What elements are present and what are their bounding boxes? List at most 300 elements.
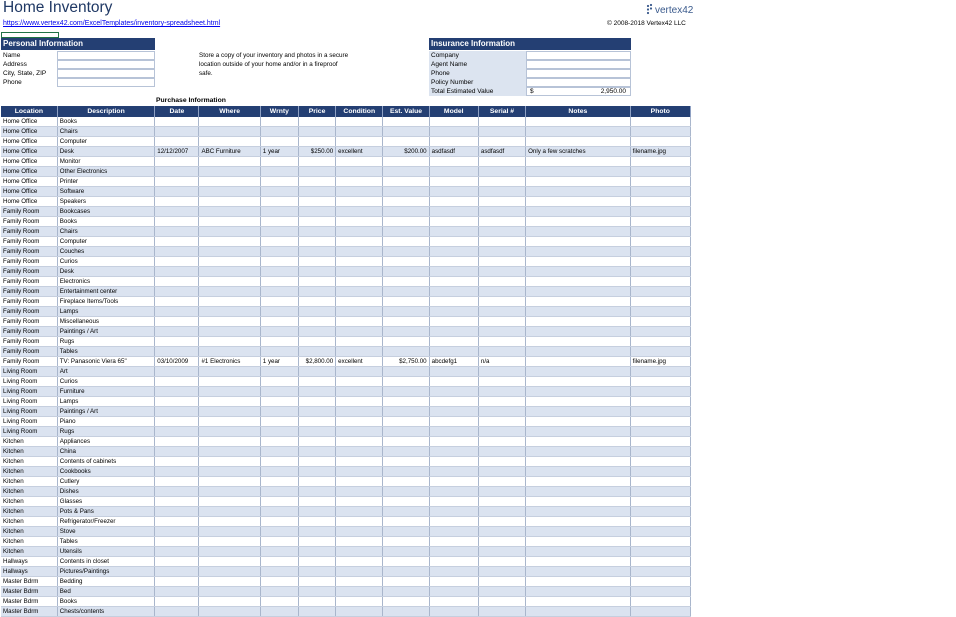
cell-condition[interactable] xyxy=(336,477,383,487)
cell-where[interactable] xyxy=(199,607,260,617)
cell-wrnty[interactable] xyxy=(260,517,298,527)
cell-price[interactable] xyxy=(298,277,335,287)
cell-condition[interactable] xyxy=(336,417,383,427)
cell-location[interactable]: Home Office xyxy=(1,187,57,197)
cell-description[interactable]: Lamps xyxy=(57,307,154,317)
cell-description[interactable]: Tables xyxy=(57,347,154,357)
cell-est-value[interactable] xyxy=(383,257,429,267)
cell-wrnty[interactable] xyxy=(260,587,298,597)
cell-photo[interactable] xyxy=(630,207,690,217)
cell-wrnty[interactable]: 1 year xyxy=(260,357,298,367)
cell-condition[interactable] xyxy=(336,177,383,187)
cell-price[interactable] xyxy=(298,347,335,357)
cell-est-value[interactable] xyxy=(383,517,429,527)
cell-condition[interactable] xyxy=(336,547,383,557)
cell-wrnty[interactable] xyxy=(260,317,298,327)
cell-description[interactable]: Computer xyxy=(57,137,154,147)
cell-where[interactable] xyxy=(199,287,260,297)
cell-date[interactable] xyxy=(155,207,199,217)
cell-model[interactable] xyxy=(429,177,478,187)
cell-photo[interactable] xyxy=(630,137,690,147)
cell-description[interactable]: Electronics xyxy=(57,277,154,287)
cell-where[interactable] xyxy=(199,547,260,557)
cell-model[interactable] xyxy=(429,507,478,517)
cell-where[interactable] xyxy=(199,197,260,207)
cell-condition[interactable] xyxy=(336,217,383,227)
cell-est-value[interactable] xyxy=(383,397,429,407)
cell-photo[interactable] xyxy=(630,577,690,587)
cell-est-value[interactable] xyxy=(383,277,429,287)
cell-where[interactable] xyxy=(199,117,260,127)
cell-model[interactable]: abcdefg1 xyxy=(429,357,478,367)
cell-date[interactable] xyxy=(155,547,199,557)
cell-wrnty[interactable] xyxy=(260,417,298,427)
cell-wrnty[interactable] xyxy=(260,277,298,287)
cell-where[interactable] xyxy=(199,367,260,377)
cell-est-value[interactable] xyxy=(383,597,429,607)
cell-condition[interactable] xyxy=(336,307,383,317)
cell-serial[interactable] xyxy=(478,167,525,177)
cell-photo[interactable] xyxy=(630,607,690,617)
cell-description[interactable]: Art xyxy=(57,367,154,377)
cell-where[interactable] xyxy=(199,557,260,567)
cell-wrnty[interactable] xyxy=(260,287,298,297)
cell-photo[interactable] xyxy=(630,257,690,267)
cell-description[interactable]: Paintings / Art xyxy=(57,327,154,337)
template-link[interactable]: https://www.vertex42.com/ExcelTemplates/inventory-spreadsheet.html xyxy=(3,20,221,27)
cell-serial[interactable] xyxy=(478,387,525,397)
cell-est-value[interactable] xyxy=(383,287,429,297)
cell-price[interactable] xyxy=(298,527,335,537)
cell-location[interactable]: Kitchen xyxy=(1,527,57,537)
cell-model[interactable] xyxy=(429,387,478,397)
cell-model[interactable] xyxy=(429,457,478,467)
cell-model[interactable] xyxy=(429,267,478,277)
cell-serial[interactable] xyxy=(478,477,525,487)
cell-photo[interactable] xyxy=(630,427,690,437)
cell-price[interactable] xyxy=(298,437,335,447)
cell-location[interactable]: Living Room xyxy=(1,427,57,437)
cell-where[interactable] xyxy=(199,387,260,397)
cell-photo[interactable] xyxy=(630,517,690,527)
cell-wrnty[interactable] xyxy=(260,487,298,497)
cell-wrnty[interactable] xyxy=(260,137,298,147)
cell-condition[interactable] xyxy=(336,427,383,437)
cell-notes[interactable] xyxy=(526,557,631,567)
cell-date[interactable] xyxy=(155,277,199,287)
cell-wrnty[interactable] xyxy=(260,437,298,447)
cell-where[interactable] xyxy=(199,267,260,277)
cell-notes[interactable] xyxy=(526,507,631,517)
cell-notes[interactable]: Only a few scratches xyxy=(526,147,631,157)
cell-photo[interactable] xyxy=(630,167,690,177)
cell-photo[interactable] xyxy=(630,537,690,547)
cell-date[interactable] xyxy=(155,427,199,437)
cell-where[interactable] xyxy=(199,497,260,507)
cell-description[interactable]: Chests/contents xyxy=(57,607,154,617)
cell-notes[interactable] xyxy=(526,347,631,357)
cell-model[interactable] xyxy=(429,577,478,587)
cell-notes[interactable] xyxy=(526,297,631,307)
cell-est-value[interactable] xyxy=(383,477,429,487)
cell-model[interactable] xyxy=(429,597,478,607)
cell-description[interactable]: Chairs xyxy=(57,227,154,237)
cell-date[interactable] xyxy=(155,217,199,227)
cell-wrnty[interactable] xyxy=(260,537,298,547)
cell-description[interactable]: Furniture xyxy=(57,387,154,397)
cell-date[interactable] xyxy=(155,397,199,407)
cell-condition[interactable] xyxy=(336,507,383,517)
cell-condition[interactable] xyxy=(336,467,383,477)
cell-notes[interactable] xyxy=(526,237,631,247)
cell-price[interactable]: $250.00 xyxy=(298,147,335,157)
cell-date[interactable] xyxy=(155,527,199,537)
cell-model[interactable] xyxy=(429,537,478,547)
cell-model[interactable] xyxy=(429,397,478,407)
cell-condition[interactable] xyxy=(336,287,383,297)
column-header-notes[interactable]: Notes xyxy=(526,106,631,117)
cell-notes[interactable] xyxy=(526,127,631,137)
cell-location[interactable]: Living Room xyxy=(1,367,57,377)
cell-photo[interactable] xyxy=(630,597,690,607)
cell-location[interactable]: Kitchen xyxy=(1,467,57,477)
cell-date[interactable] xyxy=(155,347,199,357)
cell-serial[interactable] xyxy=(478,177,525,187)
cell-condition[interactable] xyxy=(336,577,383,587)
cell-price[interactable] xyxy=(298,337,335,347)
cell-description[interactable]: Curios xyxy=(57,377,154,387)
cell-date[interactable] xyxy=(155,367,199,377)
cell-notes[interactable] xyxy=(526,187,631,197)
cell-price[interactable] xyxy=(298,557,335,567)
address-input[interactable] xyxy=(57,60,155,69)
cell-location[interactable]: Family Room xyxy=(1,327,57,337)
cell-photo[interactable] xyxy=(630,227,690,237)
cell-est-value[interactable] xyxy=(383,177,429,187)
cell-where[interactable]: ABC Furniture xyxy=(199,147,260,157)
cell-location[interactable]: Living Room xyxy=(1,377,57,387)
cell-price[interactable] xyxy=(298,227,335,237)
cell-est-value[interactable] xyxy=(383,167,429,177)
cell-location[interactable]: Family Room xyxy=(1,317,57,327)
cell-est-value[interactable] xyxy=(383,247,429,257)
cell-location[interactable]: Family Room xyxy=(1,257,57,267)
cell-where[interactable] xyxy=(199,137,260,147)
cell-condition[interactable] xyxy=(336,447,383,457)
cell-date[interactable] xyxy=(155,307,199,317)
cell-model[interactable] xyxy=(429,377,478,387)
cell-notes[interactable] xyxy=(526,137,631,147)
cell-condition[interactable] xyxy=(336,237,383,247)
cell-date[interactable] xyxy=(155,567,199,577)
cell-model[interactable] xyxy=(429,437,478,447)
cell-wrnty[interactable] xyxy=(260,247,298,257)
cell-location[interactable]: Home Office xyxy=(1,147,57,157)
cell-est-value[interactable] xyxy=(383,587,429,597)
cell-notes[interactable] xyxy=(526,287,631,297)
cell-est-value[interactable] xyxy=(383,187,429,197)
cell-price[interactable] xyxy=(298,407,335,417)
cell-description[interactable]: Miscellaneous xyxy=(57,317,154,327)
cell-where[interactable] xyxy=(199,447,260,457)
cell-wrnty[interactable] xyxy=(260,457,298,467)
cell-price[interactable] xyxy=(298,537,335,547)
cell-condition[interactable] xyxy=(336,527,383,537)
cell-notes[interactable] xyxy=(526,197,631,207)
cell-where[interactable] xyxy=(199,317,260,327)
cell-date[interactable] xyxy=(155,587,199,597)
agent-name-input[interactable] xyxy=(526,60,631,69)
cell-condition[interactable] xyxy=(336,387,383,397)
cell-location[interactable]: Family Room xyxy=(1,357,57,367)
cell-description[interactable]: Desk xyxy=(57,147,154,157)
cell-date[interactable] xyxy=(155,417,199,427)
cell-serial[interactable] xyxy=(478,207,525,217)
cell-price[interactable] xyxy=(298,317,335,327)
cell-date[interactable] xyxy=(155,597,199,607)
cell-date[interactable] xyxy=(155,517,199,527)
cell-est-value[interactable] xyxy=(383,267,429,277)
cell-photo[interactable] xyxy=(630,407,690,417)
cell-condition[interactable] xyxy=(336,517,383,527)
cell-model[interactable] xyxy=(429,337,478,347)
cell-location[interactable]: Kitchen xyxy=(1,547,57,557)
cell-location[interactable]: Home Office xyxy=(1,197,57,207)
cell-condition[interactable] xyxy=(336,607,383,617)
cell-model[interactable] xyxy=(429,467,478,477)
cell-description[interactable]: Books xyxy=(57,117,154,127)
cell-notes[interactable] xyxy=(526,457,631,467)
cell-price[interactable] xyxy=(298,197,335,207)
cell-notes[interactable] xyxy=(526,597,631,607)
cell-model[interactable] xyxy=(429,607,478,617)
cell-model[interactable] xyxy=(429,427,478,437)
column-header-photo[interactable]: Photo xyxy=(630,106,690,117)
cell-model[interactable] xyxy=(429,327,478,337)
cell-model[interactable] xyxy=(429,447,478,457)
cell-description[interactable]: Bookcases xyxy=(57,207,154,217)
cell-price[interactable] xyxy=(298,287,335,297)
cell-price[interactable] xyxy=(298,187,335,197)
cell-date[interactable] xyxy=(155,577,199,587)
cell-wrnty[interactable] xyxy=(260,267,298,277)
cell-serial[interactable] xyxy=(478,277,525,287)
city-state-zip-input[interactable] xyxy=(57,69,155,78)
cell-est-value[interactable] xyxy=(383,467,429,477)
cell-photo[interactable] xyxy=(630,477,690,487)
cell-notes[interactable] xyxy=(526,477,631,487)
cell-serial[interactable] xyxy=(478,297,525,307)
cell-description[interactable]: Computer xyxy=(57,237,154,247)
cell-est-value[interactable] xyxy=(383,367,429,377)
cell-est-value[interactable] xyxy=(383,457,429,467)
cell-price[interactable] xyxy=(298,417,335,427)
cell-est-value[interactable] xyxy=(383,217,429,227)
cell-notes[interactable] xyxy=(526,177,631,187)
cell-description[interactable]: Books xyxy=(57,597,154,607)
cell-description[interactable]: Bed xyxy=(57,587,154,597)
cell-condition[interactable]: excellent xyxy=(336,357,383,367)
cell-wrnty[interactable] xyxy=(260,467,298,477)
cell-wrnty[interactable] xyxy=(260,447,298,457)
name-input[interactable] xyxy=(57,51,155,60)
cell-location[interactable]: Master Bdrm xyxy=(1,587,57,597)
cell-description[interactable]: Lamps xyxy=(57,397,154,407)
cell-est-value[interactable] xyxy=(383,377,429,387)
cell-date[interactable] xyxy=(155,177,199,187)
cell-notes[interactable] xyxy=(526,517,631,527)
cell-location[interactable]: Home Office xyxy=(1,127,57,137)
cell-price[interactable] xyxy=(298,157,335,167)
cell-date[interactable] xyxy=(155,557,199,567)
cell-serial[interactable] xyxy=(478,587,525,597)
cell-model[interactable] xyxy=(429,127,478,137)
cell-location[interactable]: Home Office xyxy=(1,137,57,147)
cell-notes[interactable] xyxy=(526,587,631,597)
cell-serial[interactable] xyxy=(478,117,525,127)
cell-date[interactable] xyxy=(155,287,199,297)
cell-where[interactable] xyxy=(199,537,260,547)
cell-date[interactable]: 03/10/2009 xyxy=(155,357,199,367)
cell-notes[interactable] xyxy=(526,337,631,347)
cell-location[interactable]: Living Room xyxy=(1,407,57,417)
cell-location[interactable]: Living Room xyxy=(1,417,57,427)
cell-wrnty[interactable] xyxy=(260,297,298,307)
column-header-description[interactable]: Description xyxy=(57,106,154,117)
cell-serial[interactable] xyxy=(478,457,525,467)
cell-description[interactable]: Glasses xyxy=(57,497,154,507)
cell-price[interactable] xyxy=(298,297,335,307)
cell-photo[interactable] xyxy=(630,587,690,597)
cell-location[interactable]: Family Room xyxy=(1,307,57,317)
cell-serial[interactable] xyxy=(478,317,525,327)
cell-location[interactable]: Kitchen xyxy=(1,537,57,547)
cell-wrnty[interactable] xyxy=(260,577,298,587)
cell-price[interactable]: $2,800.00 xyxy=(298,357,335,367)
cell-model[interactable] xyxy=(429,497,478,507)
cell-where[interactable] xyxy=(199,167,260,177)
cell-serial[interactable] xyxy=(478,377,525,387)
cell-est-value[interactable] xyxy=(383,127,429,137)
cell-where[interactable] xyxy=(199,517,260,527)
cell-photo[interactable]: filename.jpg xyxy=(630,147,690,157)
cell-where[interactable] xyxy=(199,427,260,437)
cell-est-value[interactable] xyxy=(383,297,429,307)
cell-model[interactable] xyxy=(429,237,478,247)
cell-notes[interactable] xyxy=(526,467,631,477)
cell-where[interactable] xyxy=(199,407,260,417)
cell-est-value[interactable] xyxy=(383,537,429,547)
cell-description[interactable]: Chairs xyxy=(57,127,154,137)
cell-model[interactable] xyxy=(429,347,478,357)
cell-location[interactable]: Kitchen xyxy=(1,437,57,447)
cell-serial[interactable] xyxy=(478,427,525,437)
cell-est-value[interactable] xyxy=(383,137,429,147)
cell-price[interactable] xyxy=(298,497,335,507)
cell-photo[interactable] xyxy=(630,187,690,197)
cell-condition[interactable] xyxy=(336,567,383,577)
cell-location[interactable]: Family Room xyxy=(1,227,57,237)
cell-wrnty[interactable] xyxy=(260,177,298,187)
cell-serial[interactable] xyxy=(478,197,525,207)
cell-location[interactable]: Kitchen xyxy=(1,447,57,457)
cell-photo[interactable] xyxy=(630,507,690,517)
cell-location[interactable]: Family Room xyxy=(1,337,57,347)
cell-description[interactable]: Speakers xyxy=(57,197,154,207)
cell-notes[interactable] xyxy=(526,487,631,497)
cell-model[interactable] xyxy=(429,297,478,307)
cell-serial[interactable] xyxy=(478,507,525,517)
cell-condition[interactable] xyxy=(336,197,383,207)
cell-price[interactable] xyxy=(298,207,335,217)
cell-photo[interactable] xyxy=(630,497,690,507)
cell-est-value[interactable]: $2,750.00 xyxy=(383,357,429,367)
cell-serial[interactable] xyxy=(478,577,525,587)
cell-where[interactable] xyxy=(199,327,260,337)
cell-serial[interactable] xyxy=(478,517,525,527)
cell-price[interactable] xyxy=(298,257,335,267)
cell-price[interactable] xyxy=(298,367,335,377)
cell-description[interactable]: Books xyxy=(57,217,154,227)
cell-est-value[interactable] xyxy=(383,437,429,447)
cell-condition[interactable] xyxy=(336,347,383,357)
cell-condition[interactable] xyxy=(336,597,383,607)
cell-date[interactable] xyxy=(155,187,199,197)
cell-est-value[interactable] xyxy=(383,407,429,417)
cell-est-value[interactable] xyxy=(383,317,429,327)
cell-photo[interactable] xyxy=(630,417,690,427)
cell-condition[interactable] xyxy=(336,437,383,447)
cell-photo[interactable] xyxy=(630,487,690,497)
cell-price[interactable] xyxy=(298,397,335,407)
cell-serial[interactable] xyxy=(478,537,525,547)
cell-condition[interactable] xyxy=(336,487,383,497)
cell-notes[interactable] xyxy=(526,447,631,457)
cell-model[interactable] xyxy=(429,527,478,537)
cell-photo[interactable] xyxy=(630,327,690,337)
cell-wrnty[interactable] xyxy=(260,337,298,347)
cell-serial[interactable] xyxy=(478,417,525,427)
cell-price[interactable] xyxy=(298,547,335,557)
cell-notes[interactable] xyxy=(526,157,631,167)
cell-location[interactable]: Living Room xyxy=(1,397,57,407)
cell-price[interactable] xyxy=(298,467,335,477)
cell-photo[interactable] xyxy=(630,117,690,127)
cell-wrnty[interactable] xyxy=(260,527,298,537)
cell-photo[interactable] xyxy=(630,277,690,287)
cell-date[interactable] xyxy=(155,167,199,177)
cell-where[interactable] xyxy=(199,417,260,427)
cell-serial[interactable] xyxy=(478,327,525,337)
column-header-where[interactable]: Where xyxy=(199,106,260,117)
cell-notes[interactable] xyxy=(526,427,631,437)
cell-est-value[interactable] xyxy=(383,507,429,517)
cell-serial[interactable] xyxy=(478,557,525,567)
cell-wrnty[interactable] xyxy=(260,307,298,317)
cell-est-value[interactable] xyxy=(383,577,429,587)
column-header-model[interactable]: Model xyxy=(429,106,478,117)
cell-wrnty[interactable] xyxy=(260,387,298,397)
cell-wrnty[interactable] xyxy=(260,477,298,487)
cell-photo[interactable] xyxy=(630,557,690,567)
cell-notes[interactable] xyxy=(526,307,631,317)
cell-description[interactable]: Entertainment center xyxy=(57,287,154,297)
cell-condition[interactable] xyxy=(336,537,383,547)
cell-date[interactable] xyxy=(155,127,199,137)
cell-serial[interactable] xyxy=(478,347,525,357)
cell-photo[interactable] xyxy=(630,567,690,577)
cell-notes[interactable] xyxy=(526,407,631,417)
